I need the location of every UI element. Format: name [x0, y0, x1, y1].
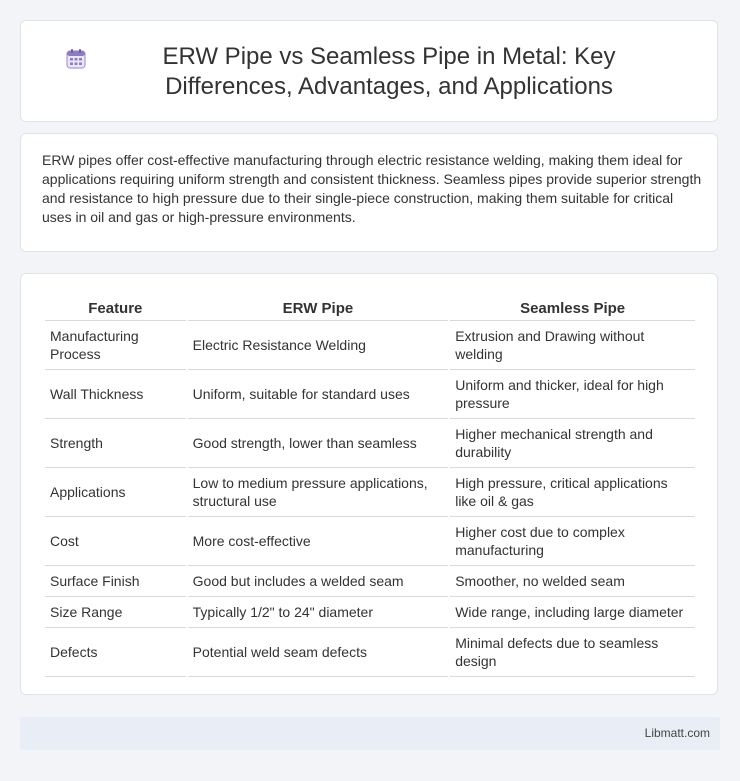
- footer-bar: [20, 717, 720, 750]
- summary-card: [20, 133, 718, 252]
- table-row: [45, 419, 695, 468]
- column-header-erw-pipe: ERW Pipe: [188, 294, 449, 321]
- table-row: [45, 370, 695, 419]
- comparison-table-card: [20, 273, 718, 695]
- seamless-cell: Wide range, including large diameter: [450, 597, 695, 628]
- summary-paragraph: ERW pipes offer cost-effective manufacturing through electric resistance welding, making them ideal for applications requiring uniform strength and consistent thickness. Seamless pipes provide superior strength and resistance to high pressure due to their single-piece construction, making them suitable for critical uses in oil and gas or high-pressure environments.: [42, 152, 702, 225]
- title-wrap: [21, 42, 717, 102]
- feature-cell: Surface Finish: [45, 566, 186, 597]
- feature-cell: Manufacturing Process: [45, 321, 186, 370]
- feature-cell: Size Range: [45, 597, 186, 628]
- feature-cell: Defects: [45, 628, 186, 677]
- title-card: [20, 20, 718, 122]
- table-header-row: [45, 294, 695, 321]
- erw-cell: Potential weld seam defects: [188, 628, 449, 677]
- seamless-cell: Minimal defects due to seamless design: [450, 628, 695, 677]
- table-row: [45, 628, 695, 677]
- erw-cell: Low to medium pressure applications, structural use: [188, 468, 449, 517]
- seamless-cell: Higher mechanical strength and durability: [450, 419, 695, 468]
- erw-cell: Uniform, suitable for standard uses: [188, 370, 449, 419]
- seamless-cell: Smoother, no welded seam: [450, 566, 695, 597]
- footer-brand-link[interactable]: Libmatt.com: [644, 726, 710, 740]
- feature-cell: Cost: [45, 517, 186, 566]
- erw-cell: Good strength, lower than seamless: [188, 419, 449, 468]
- feature-cell: Strength: [45, 419, 186, 468]
- feature-cell: Applications: [45, 468, 186, 517]
- erw-cell: Good but includes a welded seam: [188, 566, 449, 597]
- table-row: [45, 321, 695, 370]
- seamless-cell: Extrusion and Drawing without welding: [450, 321, 695, 370]
- table-row: [45, 566, 695, 597]
- table-row: [45, 597, 695, 628]
- calendar-grid-icon: [65, 48, 87, 70]
- comparison-table: [43, 294, 697, 677]
- column-header-feature: Feature: [45, 294, 186, 321]
- seamless-cell: Higher cost due to complex manufacturing: [450, 517, 695, 566]
- column-header-seamless-pipe: Seamless Pipe: [450, 294, 695, 321]
- feature-cell: Wall Thickness: [45, 370, 186, 419]
- table-row: [45, 517, 695, 566]
- erw-cell: Typically 1/2" to 24" diameter: [188, 597, 449, 628]
- seamless-cell: Uniform and thicker, ideal for high pressure: [450, 370, 695, 419]
- erw-cell: More cost-effective: [188, 517, 449, 566]
- page-title: ERW Pipe vs Seamless Pipe in Metal: Key Differences, Advantages, and Applications: [162, 43, 616, 100]
- table-row: [45, 468, 695, 517]
- seamless-cell: High pressure, critical applications like oil & gas: [450, 468, 695, 517]
- erw-cell: Electric Resistance Welding: [188, 321, 449, 370]
